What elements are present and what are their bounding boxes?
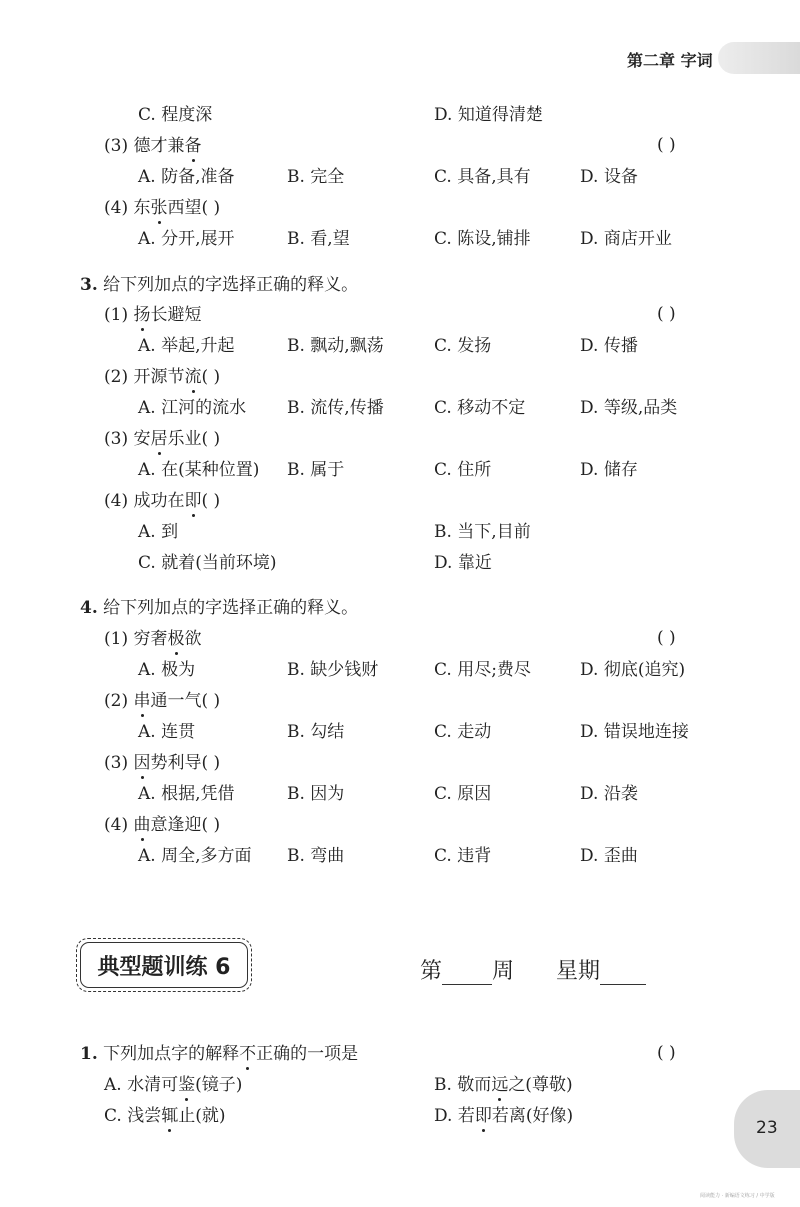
- option-c: C. 就着(当前环境): [138, 553, 277, 573]
- dotted-char: 因: [133, 753, 151, 773]
- option-a: A. 周全,多方面: [138, 846, 252, 866]
- option-text: B. 敬而: [434, 1075, 492, 1095]
- option-c: C. 住所: [434, 460, 492, 480]
- sub-number: (4): [104, 198, 129, 218]
- option-b: [434, 1074, 573, 1096]
- question-number: 4.: [80, 598, 98, 618]
- answer-paren: ( ): [657, 1043, 676, 1063]
- answer-paren: ( ): [657, 628, 676, 648]
- option-text: 止(就): [178, 1106, 226, 1126]
- dotted-char: 居: [150, 429, 168, 449]
- option-d: D. 靠近: [434, 553, 492, 573]
- option-a: A. 分开,展开: [138, 229, 235, 249]
- option-d: D. 设备: [580, 167, 638, 187]
- option-b: B. 缺少钱财: [287, 660, 379, 680]
- option-c: C. 具备,具有: [434, 167, 531, 187]
- option-c: C. 用尽;费尽: [434, 660, 531, 680]
- dotted-char: 远: [491, 1075, 509, 1095]
- option-b: B. 流传,传播: [287, 398, 384, 418]
- dotted-char: 即: [474, 1106, 492, 1126]
- phrase-post: 欲: [184, 629, 202, 649]
- training-badge: [76, 938, 252, 992]
- sub-number: (1): [104, 305, 129, 325]
- phrase-pre: 穷奢: [133, 629, 168, 649]
- weekday-line: [556, 954, 646, 985]
- option-a: A. 连贯: [138, 722, 196, 742]
- page-number: 23: [756, 1118, 778, 1138]
- question-title: [80, 597, 358, 619]
- sub-question: [104, 135, 202, 157]
- sub-question: [104, 690, 220, 712]
- answer-paren: ( ): [657, 135, 676, 155]
- sub-question: [104, 304, 202, 326]
- answer-paren: ( ): [657, 304, 676, 324]
- option-text: A. 水清可: [104, 1075, 179, 1095]
- sub-number: (2): [104, 691, 129, 711]
- question-text-pre: 下列加点字的解释: [103, 1044, 240, 1064]
- option-a: A. 举起,升起: [138, 336, 235, 356]
- phrase-post: ( ): [201, 367, 221, 387]
- option-text: 之(尊敬): [508, 1075, 573, 1095]
- weekday-label: 星期: [556, 959, 601, 984]
- phrase-post: 通一气( ): [150, 691, 221, 711]
- question-text-post: 正确的一项是: [256, 1044, 359, 1064]
- option-text: 若离(好像): [491, 1106, 574, 1126]
- option-c: C. 程度深: [138, 105, 213, 125]
- option-d: D. 沿袭: [580, 784, 638, 804]
- week-line: [420, 954, 514, 985]
- option-d: D. 储存: [580, 460, 638, 480]
- dotted-char: 辄: [161, 1106, 179, 1126]
- sub-number: (1): [104, 629, 129, 649]
- chapter-tab-band: [718, 42, 800, 74]
- weekday-blank[interactable]: [600, 964, 646, 985]
- option-b: B. 完全: [287, 167, 345, 187]
- option-a: A. 在(某种位置): [138, 460, 260, 480]
- question-title: [80, 1043, 358, 1065]
- sub-question: [104, 366, 220, 388]
- question-title: [80, 274, 358, 296]
- option-text: (镜子): [195, 1075, 243, 1095]
- phrase-post: 乐业( ): [167, 429, 221, 449]
- option-text: D. 若: [434, 1106, 475, 1126]
- option-c: C. 发扬: [434, 336, 492, 356]
- option-b: B. 属于: [287, 460, 345, 480]
- option-c: C. 陈设,铺排: [434, 229, 531, 249]
- option-b: B. 当下,目前: [434, 522, 531, 542]
- option-c: C. 走动: [434, 722, 492, 742]
- option-d: D. 传播: [580, 336, 638, 356]
- option-b: B. 弯曲: [287, 846, 345, 866]
- sub-question: [104, 752, 220, 774]
- phrase-post: ( ): [201, 491, 221, 511]
- week-label: 第: [420, 959, 443, 984]
- option-d: D. 商店开业: [580, 229, 672, 249]
- chapter-header: 第二章 字词: [627, 51, 713, 70]
- option-text: C. 浅尝: [104, 1106, 162, 1126]
- option-d: [434, 1105, 573, 1127]
- option-c: C. 原因: [434, 784, 492, 804]
- phrase-pre: 德才兼: [133, 136, 185, 156]
- option-d: D. 彻底(追究): [580, 660, 686, 680]
- option-d: D. 知道得清楚: [434, 105, 543, 125]
- dotted-char: 扬: [133, 305, 151, 325]
- phrase-pre: 开源节: [133, 367, 185, 387]
- phrase-pre: 安: [133, 429, 151, 449]
- sub-number: (3): [104, 136, 129, 156]
- option-a: A. 江河的流水: [138, 398, 247, 418]
- training-badge-label: 典型题训练 6: [97, 954, 231, 980]
- sub-number: (3): [104, 753, 129, 773]
- dotted-char: 备: [184, 136, 202, 156]
- option-d: D. 歪曲: [580, 846, 638, 866]
- dotted-char: 张: [150, 198, 168, 218]
- dotted-char: 鉴: [178, 1075, 196, 1095]
- option-a: [104, 1074, 242, 1096]
- sub-question: [104, 490, 220, 512]
- option-a: A. 到: [138, 522, 179, 542]
- option-d: D. 错误地连接: [580, 722, 689, 742]
- phrase-post: 西望( ): [167, 198, 221, 218]
- question-number: 1.: [80, 1044, 98, 1064]
- sub-question: [104, 197, 220, 219]
- dotted-char: 极: [167, 629, 185, 649]
- sub-question: [104, 628, 202, 650]
- phrase-post: 势利导( ): [150, 753, 221, 773]
- option-c: C. 违背: [434, 846, 492, 866]
- option-a: A. 根据,凭借: [138, 784, 235, 804]
- page-number-tab: [734, 1090, 800, 1168]
- sub-number: (3): [104, 429, 129, 449]
- phrase-pre: 成功在: [133, 491, 185, 511]
- option-c: [104, 1105, 225, 1127]
- phrase-pre: 东: [133, 198, 151, 218]
- sub-question: [104, 428, 220, 450]
- question-text: 给下列加点的字选择正确的释义。: [103, 598, 359, 618]
- dotted-char: 串: [133, 691, 151, 711]
- option-b: B. 看,望: [287, 229, 350, 249]
- sub-question: [104, 814, 220, 836]
- sub-number: (2): [104, 367, 129, 387]
- week-suffix: 周: [492, 959, 515, 984]
- option-d: D. 等级,品类: [580, 398, 678, 418]
- option-c: C. 移动不定: [434, 398, 526, 418]
- phrase-post: 长避短: [150, 305, 202, 325]
- option-a: A. 极为: [138, 660, 196, 680]
- dotted-char: 流: [184, 367, 202, 387]
- option-b: B. 飘动,飘荡: [287, 336, 384, 356]
- dotted-char: 不: [239, 1044, 257, 1064]
- sub-number: (4): [104, 491, 129, 511]
- footer-note: 阅读能力 · 新编语文练习 / 中学版: [700, 1193, 775, 1199]
- dotted-char: 即: [184, 491, 202, 511]
- question-number: 3.: [80, 275, 98, 295]
- dotted-char: 曲: [133, 815, 151, 835]
- option-b: B. 因为: [287, 784, 345, 804]
- question-text: 给下列加点的字选择正确的释义。: [103, 275, 359, 295]
- sub-number: (4): [104, 815, 129, 835]
- week-blank[interactable]: [442, 964, 492, 985]
- option-b: B. 勾结: [287, 722, 345, 742]
- phrase-post: 意逢迎( ): [150, 815, 221, 835]
- option-a: A. 防备,准备: [138, 167, 235, 187]
